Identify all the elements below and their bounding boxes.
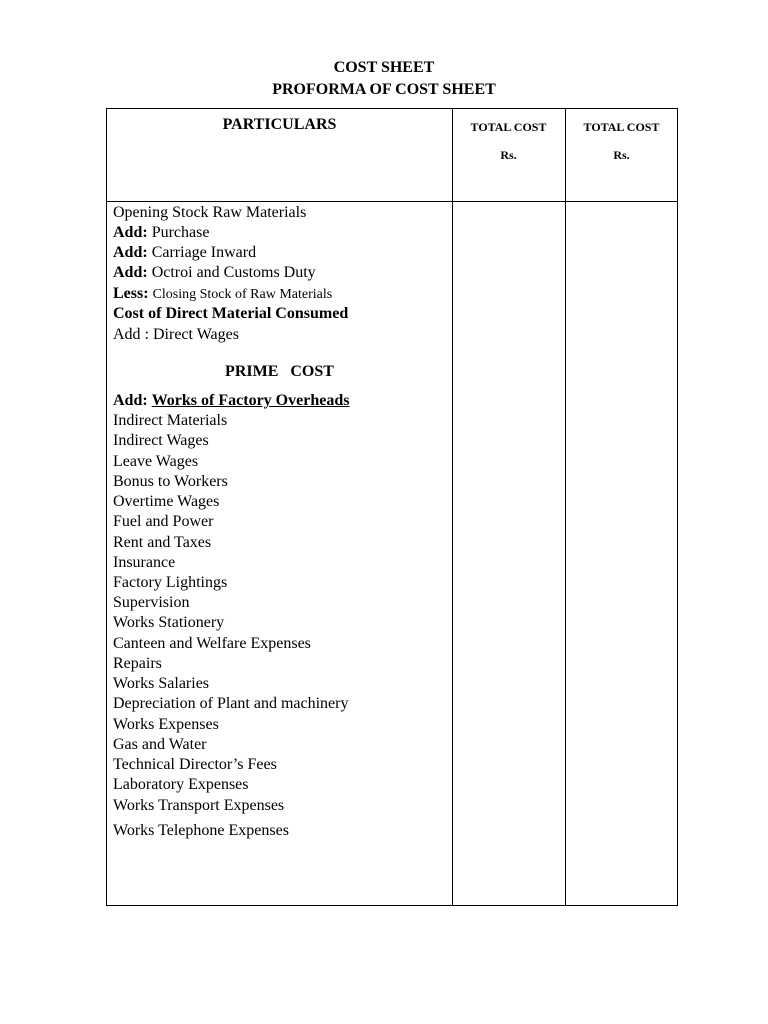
overhead-item: Works Stationery: [113, 614, 225, 631]
works-overheads-label: Works of Factory Overheads: [151, 392, 350, 409]
overhead-item: Bonus to Workers: [113, 473, 228, 490]
add-prefix: Add:: [113, 392, 148, 409]
overhead-item: Indirect Materials: [113, 412, 228, 429]
overhead-item: Insurance: [113, 554, 176, 571]
row-opening-stock: Opening Stock Raw Materials: [113, 204, 307, 221]
closing-stock-label: Closing Stock of Raw Materials: [152, 287, 333, 302]
overhead-item: Laboratory Expenses: [113, 776, 249, 793]
row-add-carriage: [113, 243, 256, 263]
row-cost-direct-material: Cost of Direct Material Consumed: [113, 305, 349, 322]
total-cost-header-2: TOTAL COST: [583, 120, 660, 134]
row-add-works-overheads: [113, 391, 349, 411]
overhead-item: Fuel and Power: [113, 513, 214, 530]
row-less-closing-stock: [113, 284, 332, 305]
add-prefix: Add:: [113, 224, 148, 241]
row-add-direct-wages: Add : Direct Wages: [113, 326, 239, 343]
row-add-octroi: [113, 263, 316, 283]
overhead-item: Depreciation of Plant and machinery: [113, 695, 349, 712]
overhead-item: Indirect Wages: [113, 432, 209, 449]
column-divider-1: [452, 109, 453, 905]
purchase-label: Purchase: [151, 224, 210, 241]
overhead-item: Supervision: [113, 594, 190, 611]
octroi-label: Octroi and Customs Duty: [151, 264, 316, 281]
overhead-item: Leave Wages: [113, 453, 199, 470]
document-title: COST SHEET: [333, 59, 435, 76]
column-divider-2: [565, 109, 566, 905]
document-subtitle: PROFORMA OF COST SHEET: [272, 81, 496, 98]
overhead-item: Technical Director’s Fees: [113, 756, 277, 773]
overhead-item: Works Salaries: [113, 675, 210, 692]
overhead-item: Works Expenses: [113, 716, 219, 733]
particulars-header: PARTICULARS: [222, 116, 337, 133]
cost-sheet-table: [106, 108, 678, 906]
overhead-item: Canteen and Welfare Expenses: [113, 635, 311, 652]
overhead-item: Gas and Water: [113, 736, 207, 753]
overhead-item: Works Telephone Expenses: [113, 822, 289, 839]
overhead-item: Repairs: [113, 655, 162, 672]
add-prefix: Add:: [113, 264, 148, 281]
header-divider: [107, 201, 677, 202]
overhead-item: Works Transport Expenses: [113, 797, 285, 814]
total-cost-unit-2: Rs.: [613, 148, 630, 162]
row-add-purchase: [113, 223, 209, 243]
row-prime-cost: PRIME COST: [225, 363, 334, 380]
overhead-item: Factory Lightings: [113, 574, 228, 591]
less-prefix: Less:: [113, 285, 149, 302]
carriage-label: Carriage Inward: [151, 244, 257, 261]
total-cost-header-1: TOTAL COST: [470, 120, 547, 134]
total-cost-unit-1: Rs.: [500, 148, 517, 162]
add-prefix: Add:: [113, 244, 148, 261]
overhead-item: Rent and Taxes: [113, 534, 212, 551]
overhead-item: Overtime Wages: [113, 493, 220, 510]
